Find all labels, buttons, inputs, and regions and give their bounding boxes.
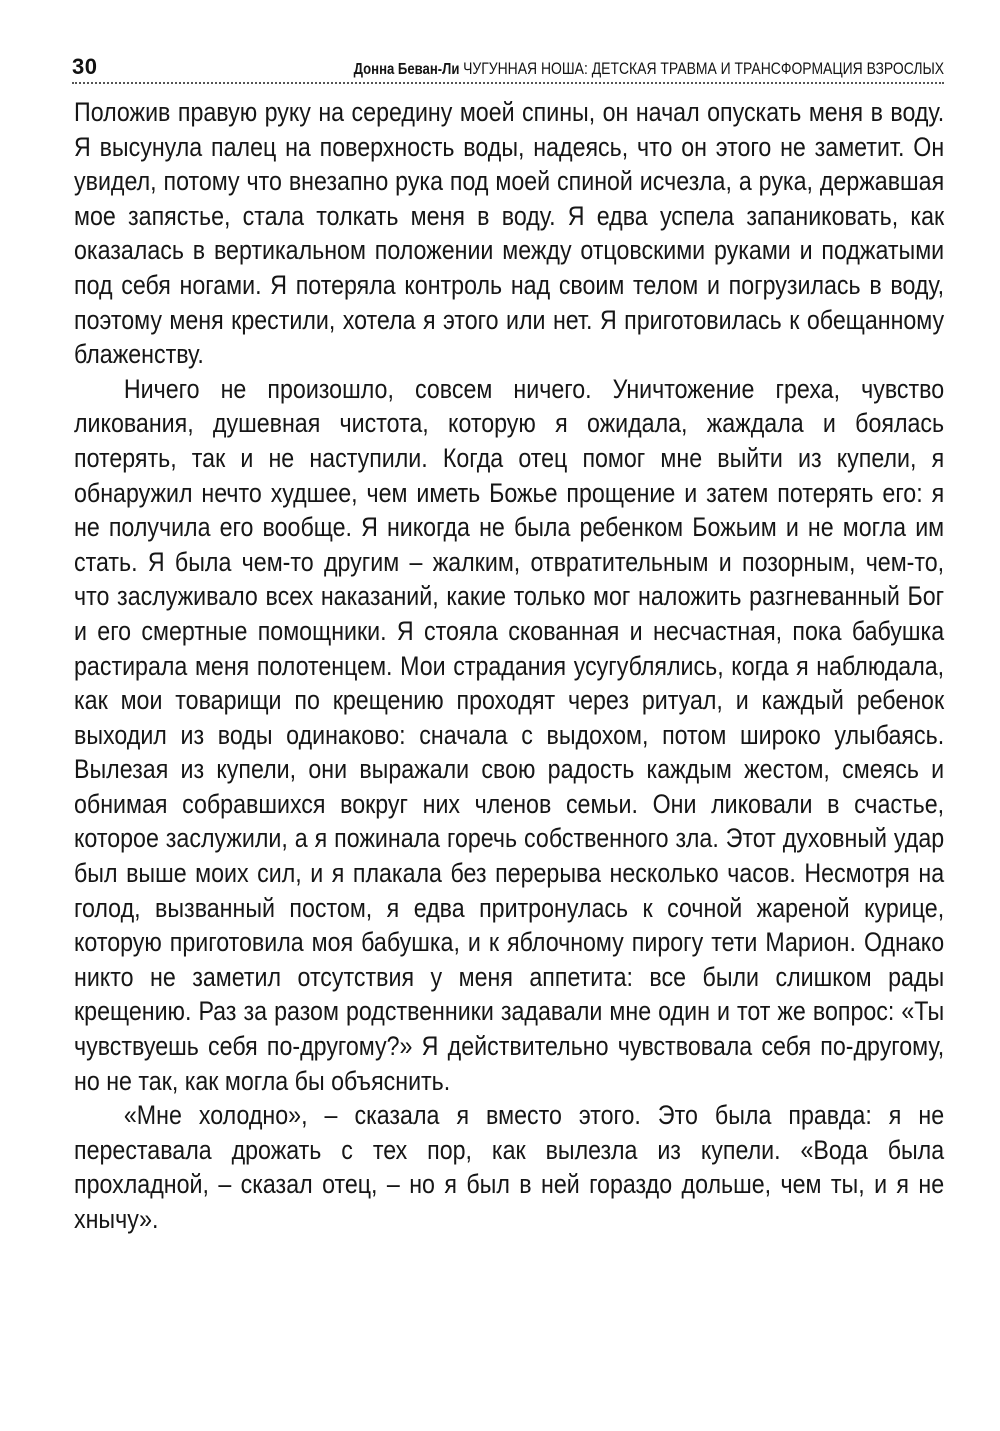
header-author: Донна Беван-Ли — [353, 61, 460, 78]
paragraph-2: Ничего не произошло, совсем ничего. Уничтожение греха, чувство ликования, душевная чистота, которую я ожидала, жаждала и боялась потерять, так и не наступили. Когда отец помог мне выйти из купели, я обнаружил нечто худшее, чем иметь Божье прощение и затем потерять его: я не получила его вообще. Я никогда не была ребенком Божьим и не могла им стать. Я была чем-то другим – жалким, отвратительным и позорным, чем-то, что заслуживало всех наказаний, какие только мог наложить разгневанный Бог и его смертные помощники. Я стояла скованная и несчастная, пока бабушка растирала меня полотенцем. Мои страдания усугублялись, когда я наблюдала, как мои товарищи по крещению проходят через ритуал, и каждый ребенок выходил из воды одинаково: сначала с выдохом, потом широко улыбаясь. Вылезая из купели, они выражали свою радость каждым жестом, смеясь и обнимая собравшихся вокруг них членов семьи. Они ликовали в счастье, которое заслужили, а я пожинала горечь собственного зла. Этот духовный удар был выше моих сил, и я плакала без перерыва несколько часов. Несмотря на голод, вызванный постом, я едва притронулась к сочной жареной курице, которую приготовила моя бабушка, и к яблочному пирогу тети Марион. Однако никто не заметил отсутствия у меня аппетита: все были слишком рады крещению. Раз за разом родственники задавали мне один и тот же вопрос: «Ты чувствуешь себя по-другому?» Я действительно чувствовала себя по-другому, но не так, как могла бы объяснить. — [74, 373, 945, 1096]
header-text — [354, 60, 944, 78]
page-number: 30 — [72, 54, 98, 79]
running-header — [72, 38, 944, 78]
header-dotted-rule — [72, 82, 944, 84]
header-book-title: ЧУГУННАЯ НОША: ДЕТСКАЯ ТРАВМА И ТРАНСФОРМАЦИЯ ВЗРОСЛЫХ — [462, 59, 944, 78]
paragraph-1: Положив правую руку на середину моей спины, он начал опускать меня в воду. Я высунула палец на поверхность воды, надеясь, что он этого не заметит. Он увидел, потому что внезапно рука под моей спиной исчезла, а рука, державшая мое запястье, стала толкать меня в воду. Я едва успела запаниковать, как оказалась в вертикальном положении между отцовскими руками и поджатыми под себя ногами. Я потеряла контроль над своим телом и погрузилась в воду, поэтому меня крестили, хотела я этого или нет. Я приготовилась к обещанному блаженству. — [74, 97, 945, 370]
body-text — [74, 95, 944, 1237]
paragraph-3: «Мне холодно», – сказала я вместо этого. Это была правда: я не переставала дрожать с тех пор, как вылезла из купели. «Вода была прохладной, – сказал отец, – но я был в ней гораздо дольше, чем ты, и я не хнычу». — [74, 1100, 945, 1234]
